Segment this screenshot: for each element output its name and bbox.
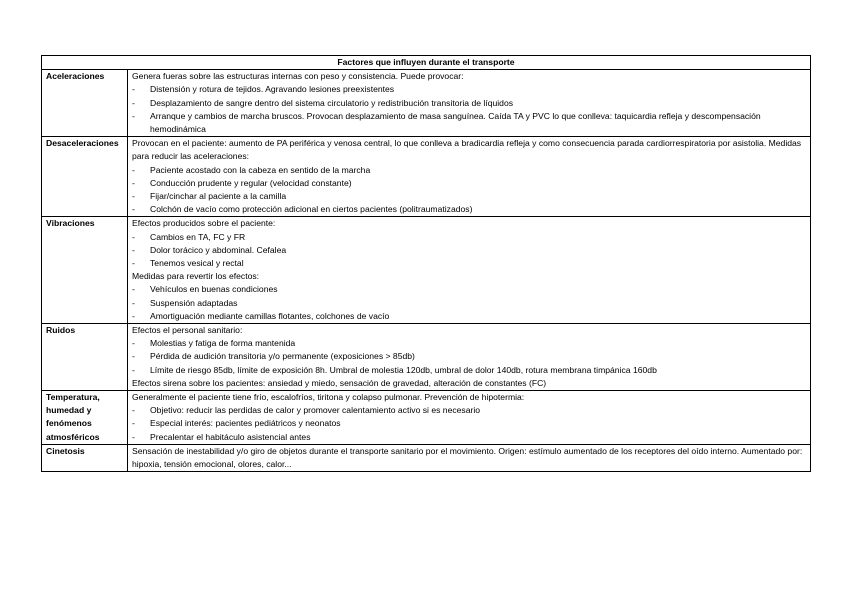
bullet-dash: - (132, 310, 135, 321)
bullet-dash: - (132, 338, 135, 349)
bullet-text: Vehículos en buenas condiciones (150, 284, 278, 295)
table-row (42, 70, 811, 137)
description-text: Medidas para revertir los efectos: (132, 271, 260, 282)
bullet-text: Fijar/cinchar al paciente a la camilla (150, 191, 287, 202)
bullet-item (132, 97, 806, 110)
bullet-dash: - (132, 258, 135, 269)
bullet-dash: - (132, 204, 135, 215)
bullet-item (132, 164, 806, 177)
bullet-text: Amortiguación mediante camillas flotantes, colchones de vacío (150, 310, 390, 321)
bullet-text: Pérdida de audición transitoria y/o permanente (exposiciones > 85db) (150, 351, 415, 362)
bullet-item (132, 110, 806, 136)
bullet-text: Límite de riesgo 85db, límite de exposición 8h. Umbral de molestia 120db, umbral de dolor 140db, rotura membrana timpánica 160db (150, 364, 657, 375)
bullet-dash: - (132, 431, 135, 442)
table-title-row (42, 56, 811, 70)
bullet-item (132, 297, 806, 310)
table-row (42, 217, 811, 324)
bullet-item (132, 350, 806, 363)
factor-description (128, 324, 811, 391)
bullet-item (132, 431, 806, 444)
transport-factors-table (41, 55, 811, 472)
bullet-dash: - (132, 97, 135, 108)
bullet-dash: - (132, 364, 135, 375)
bullet-dash: - (132, 164, 135, 175)
bullet-dash: - (132, 351, 135, 362)
bullet-dash: - (132, 284, 135, 295)
bullet-text: Desplazamiento de sangre dentro del sistema circulatorio y redistribución transitoria de líquidos (150, 97, 514, 108)
bullet-dash: - (132, 110, 135, 121)
bullet-item (132, 310, 806, 323)
table-row (42, 324, 811, 391)
factor-name: Desaceleraciones (42, 137, 128, 217)
bullet-item (132, 364, 806, 377)
bullet-item (132, 337, 806, 350)
bullet-dash: - (132, 297, 135, 308)
description-text: Provocan en el paciente: aumento de PA periférica y venosa central, lo que conlleva a bradicardia refleja y como consecuencia parada cardiorrespiratoria por asistolia. Medidas para reducir las aceleraciones: (132, 138, 802, 162)
bullet-text: Precalentar el habitáculo asistencial antes (150, 431, 311, 442)
bullet-text: Molestias y fatiga de forma mantenida (150, 338, 296, 349)
bullet-text: Cambios en TA, FC y FR (150, 231, 246, 242)
factor-description (128, 137, 811, 217)
bullet-dash: - (132, 84, 135, 95)
description-text: Efectos el personal sanitario: (132, 325, 243, 336)
factor-description (128, 391, 811, 445)
factor-name: Ruidos (42, 324, 128, 391)
factor-name: Temperatura, humedad y fenómenos atmosféricos (42, 391, 128, 445)
bullet-dash: - (132, 405, 135, 416)
factor-name: Cinetosis (42, 444, 128, 471)
description-text: Efectos producidos sobre el paciente: (132, 218, 276, 229)
bullet-dash: - (132, 244, 135, 255)
bullet-dash: - (132, 191, 135, 202)
factor-name: Vibraciones (42, 217, 128, 324)
description-text: Efectos sirena sobre los pacientes: ansiedad y miedo, sensación de gravedad, alteración de constantes (FC) (132, 377, 547, 388)
table-row (42, 137, 811, 217)
bullet-text: Paciente acostado con la cabeza en sentido de la marcha (150, 164, 371, 175)
bullet-dash: - (132, 418, 135, 429)
bullet-text: Distensión y rotura de tejidos. Agravando lesiones preexistentes (150, 84, 395, 95)
factor-name: Aceleraciones (42, 70, 128, 137)
bullet-text: Suspensión adaptadas (150, 297, 238, 308)
bullet-dash: - (132, 177, 135, 188)
bullet-text: Especial interés: pacientes pediátricos y neonatos (150, 418, 341, 429)
bullet-item (132, 404, 806, 417)
bullet-text: Dolor torácico y abdominal. Cefalea (150, 244, 287, 255)
bullet-item (132, 203, 806, 216)
bullet-text: Arranque y cambios de marcha bruscos. Provocan desplazamiento de masa sanguínea. Caída TA y PVC lo que conlleva: taquicardia refleja y descompensación hemodinámica (150, 110, 761, 135)
bullet-item (132, 190, 806, 203)
bullet-text: Tenemos vesical y rectal (150, 258, 244, 269)
bullet-item (132, 83, 806, 96)
bullet-item (132, 283, 806, 296)
factor-description (128, 70, 811, 137)
bullet-item (132, 231, 806, 244)
description-text: Sensación de inestabilidad y/o giro de objetos durante el transporte sanitario por el movimiento. Origen: estímulo aumentado de los receptores del oído interno. Aumentado por: hipoxia, tensión emocional, olores, calor... (132, 445, 803, 470)
table-title: Factores que influyen durante el transporte (42, 56, 811, 70)
table-body (42, 70, 811, 472)
description-text: Generalmente el paciente tiene frío, escalofríos, tiritona y colapso pulmonar. Prevención de hipotermia: (132, 392, 525, 403)
bullet-text: Objetivo: reducir las perdidas de calor y promover calentamiento activo si es necesario (150, 405, 481, 416)
factor-description (128, 444, 811, 471)
bullet-text: Colchón de vacío como protección adicional en ciertos pacientes (politraumatizados) (150, 204, 473, 215)
description-text: Genera fueras sobre las estructuras internas con peso y consistencia. Puede provocar: (132, 71, 464, 82)
bullet-text: Conducción prudente y regular (velocidad constante) (150, 177, 352, 188)
bullet-item (132, 177, 806, 190)
table-row (42, 444, 811, 471)
table-row (42, 391, 811, 445)
bullet-item (132, 257, 806, 270)
bullet-dash: - (132, 231, 135, 242)
factor-description (128, 217, 811, 324)
bullet-item (132, 417, 806, 430)
bullet-item (132, 244, 806, 257)
